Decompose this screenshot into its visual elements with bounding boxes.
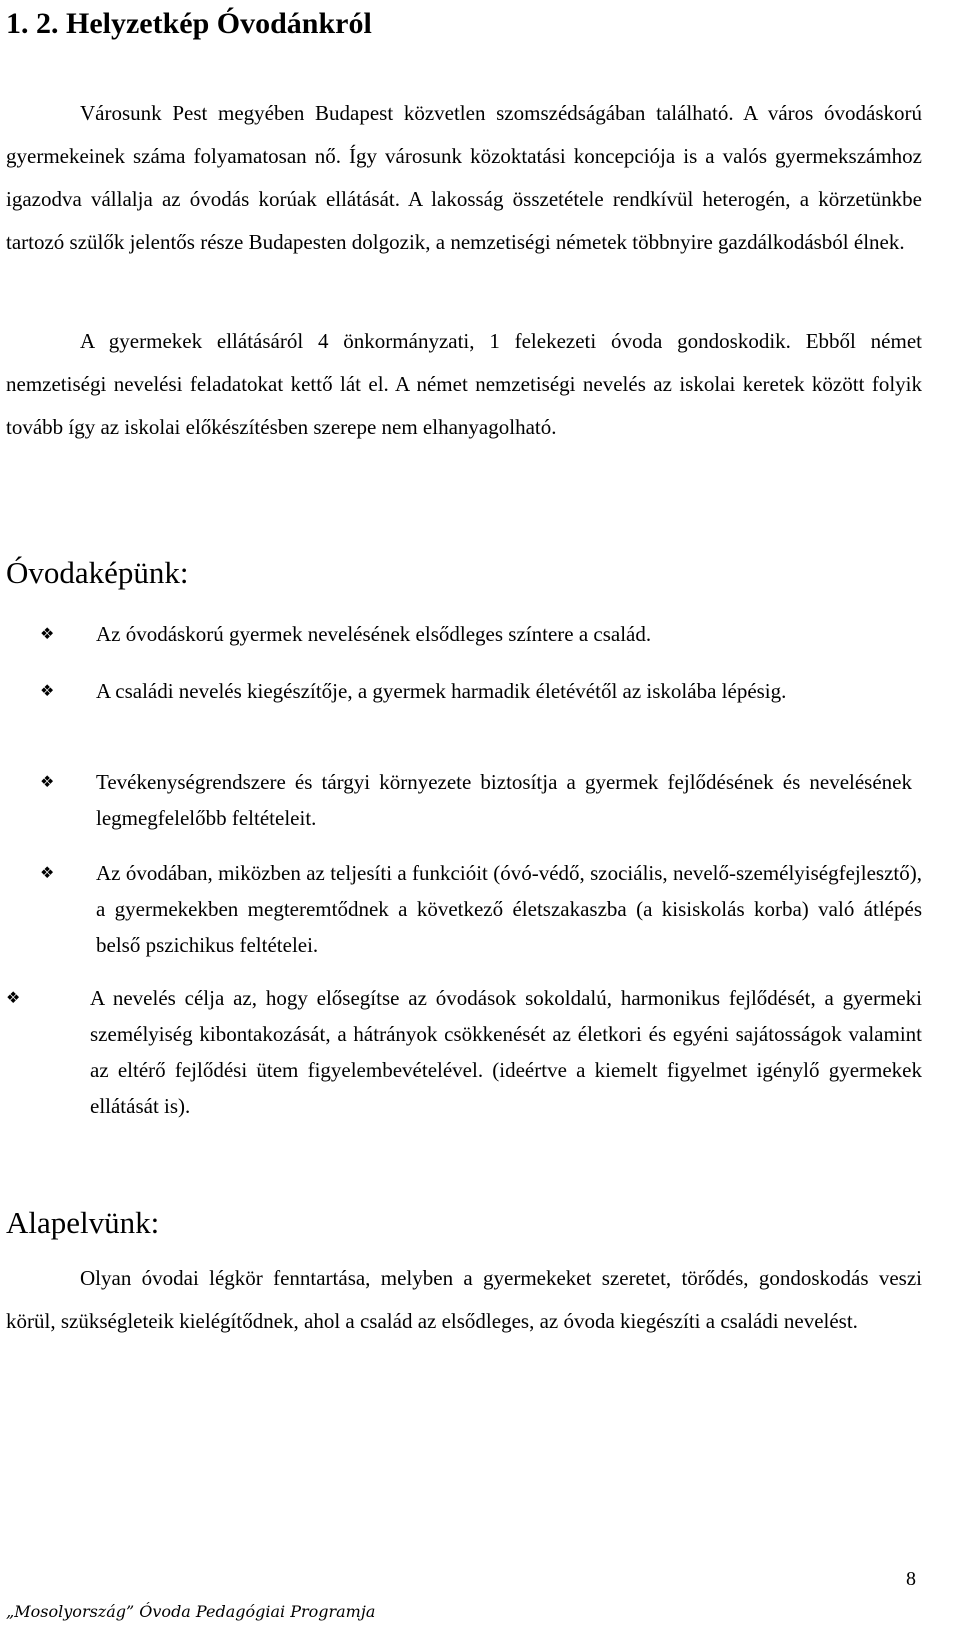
section-title-ovodakepunk: Óvodaképünk: (6, 555, 189, 590)
bullet-text: Az óvodáskorú gyermek nevelésének elsődleges színtere a család. (96, 622, 652, 646)
four-diamond-bullet-icon: ❖ (40, 681, 55, 700)
bullet-text: A családi nevelés kiegészítője, a gyermek harmadik életévétől az iskolába lépésig. (96, 679, 787, 703)
intro-paragraph-1: Városunk Pest megyében Budapest közvetlen szomszédságában található. A város óvodáskorú gyermekeinek száma folyamatosan nő. Így városunk közoktatási koncepciója is a valós gyermekszámhoz igazodva vállalja az óvodás korúak ellátását. A lakosság összetétele rendkívül heterogén, a körzetünkbe tartozó szülők jelentős része Budapesten dolgozik, a nemzetiségi németek többnyire gazdálkodásból élnek. (6, 101, 922, 254)
alapelv-paragraph: Olyan óvodai légkör fenntartása, melyben a gyermekeket szeretet, törődés, gondoskodás veszi körül, szükségleteik kielégítődnek, ahol a család az elsődleges, az óvoda kiegészíti a családi nevelést. (6, 1266, 922, 1333)
four-diamond-bullet-icon: ❖ (40, 863, 55, 882)
four-diamond-bullet-icon: ❖ (40, 772, 55, 791)
four-diamond-bullet-icon: ❖ (6, 988, 21, 1007)
page-footer: „Mosolyország” Óvoda Pedagógiai Programja (6, 1602, 376, 1621)
section-title-alapelvunk: Alapelvünk: (6, 1205, 160, 1240)
page-heading: 1. 2. Helyzetkép Óvodánkról (6, 7, 372, 40)
four-diamond-bullet-icon: ❖ (40, 624, 55, 643)
bullet-text: A nevelés célja az, hogy elősegítse az óvodások sokoldalú, harmonikus fejlődését, a gyermeki személyiség kibontakozását, a hátrányok csökkenését az életkori és egyéni sajátosságok valamint az eltérő fejlődési ütem figyelembevételével. (ideértve a kiemelt figyelmet igénylő gyermekek ellátását is). (90, 986, 922, 1118)
bullet-text: Az óvodában, miközben az teljesíti a funkcióit (óvó-védő, szociális, nevelő-személyiségfejlesztő), a gyermekekben megteremtődnek a következő életszakaszba (a kisiskolás korba) való átlépés belső pszichikus feltételei. (96, 861, 922, 957)
bullet-text: Tevékenységrendszere és tárgyi környezete biztosítja a gyermek fejlődésének és nevelésének legmegfelelőbb feltételeit. (96, 770, 912, 830)
page-number: 8 (906, 1568, 916, 1590)
intro-paragraph-2: A gyermekek ellátásáról 4 önkormányzati, 1 felekezeti óvoda gondoskodik. Ebből német nemzetiségi nevelési feladatokat kettő lát el. A német nemzetiségi nevelés az iskolai keretek között folyik tovább így az iskolai előkészítésben szerepe nem elhanyagolható. (6, 329, 922, 439)
